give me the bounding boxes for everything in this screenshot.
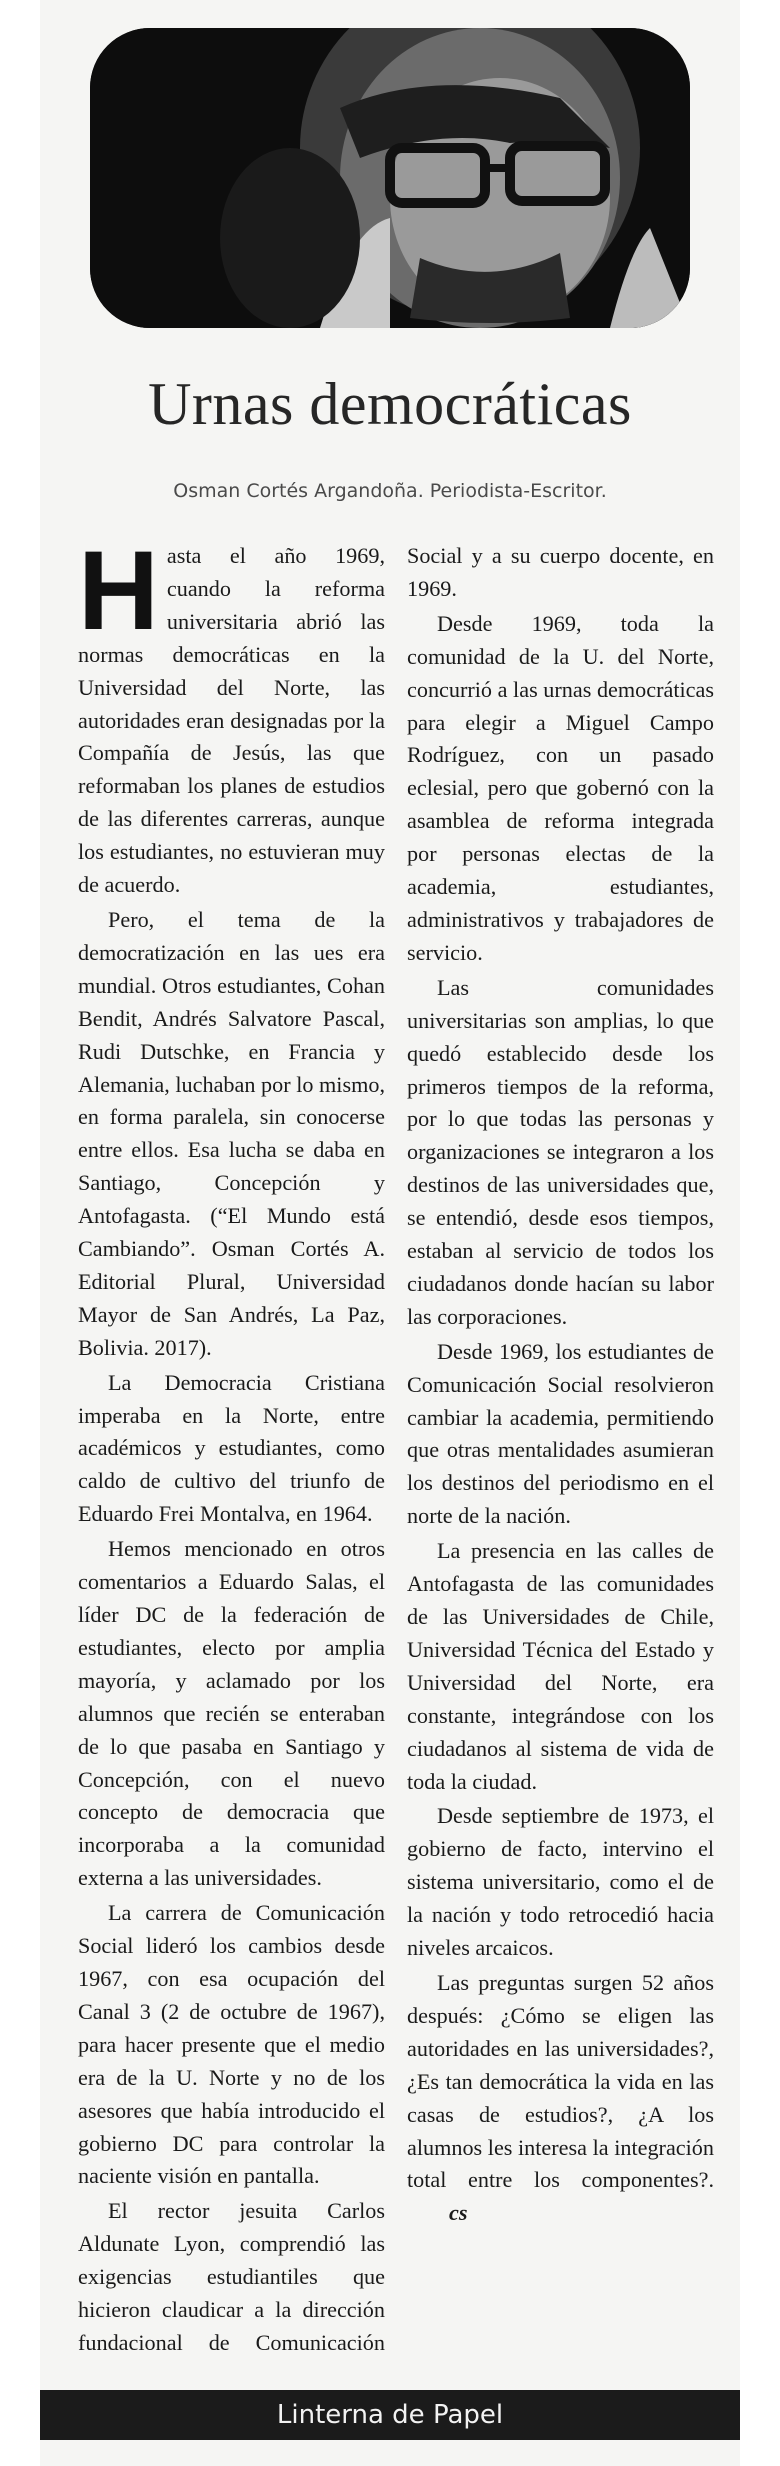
author-photo [90, 28, 690, 328]
article-body [78, 528, 714, 2360]
article-paragraph: Desde 1969, los estudiantes de Comunicación Social resolvieron cambiar la academia, permitiendo que otras mentalidades asumieran los destinos del periodismo en el norte de la nación. [407, 1338, 714, 1529]
portrait-illustration [90, 28, 690, 328]
first-paragraph-text: asta el año 1969, cuando la reforma universitaria abrió las normas democráticas en la Universidad del Norte, las autoridades eran designadas por la Compañía de Jesús, las que reformaban los planes de estudios de las diferentes carreras, aunque los estudiantes, no estuvieran muy de acuerdo. [78, 543, 385, 898]
article-paragraph [78, 528, 385, 902]
article-title: Urnas democráticas [148, 371, 632, 437]
article-paragraph: Desde septiembre de 1973, el gobierno de facto, intervino el sistema universitario, como el de la nación y todo retrocedió hacia niveles arcaicos. [407, 1803, 714, 1961]
newspaper-page [40, 0, 740, 2466]
article-paragraph: Hemos mencionado en otros comentarios a Eduardo Salas, el líder DC de la federación de estudiantes, electo por amplia mayoría, y aclamado por los alumnos que recién se enteraban de lo que pasaba en Santiago y Concepción, con el nuevo concepto de democracia que incorporaba a la comunidad externa a las universidades. [78, 1536, 385, 1891]
article-paragraph [407, 1967, 714, 2230]
article-byline: Osman Cortés Argandoña. Periodista-Escritor. [173, 480, 607, 502]
drop-cap: H [78, 528, 159, 653]
article-paragraph: Las comunidades universitarias son amplias, lo que quedó establecido desde los primeros tiempos de la reforma, por lo que todas las personas y organizaciones se integraron a los destinos de las universidades que, se entendió, desde esos tiempos, estaban al servicio de todos los ciudadanos donde hacían su labor las corporaciones. [407, 974, 714, 1329]
article-paragraph: La presencia en las calles de Antofagasta de las comunidades de las Universidades de Chile, Universidad Técnica del Estado y Universidad del Norte, era constante, integrándose con los ciudadanos al sistema de vida de toda la ciudad. [407, 1538, 714, 1794]
article-paragraph: El rector jesuita Carlos Aldunate Lyon, comprendió las exigencias estudiantiles que hicieron claudicar a la dirección fundacional de Comunicación Social y a su cuerpo docente, en 1969. [78, 543, 714, 2355]
article-paragraph: La carrera de Comunicación Social lideró los cambios desde 1967, con esa ocupación del Canal 3 (2 de octubre de 1967), para hacer presente que el medio era de la U. Norte y no de los asesores que había introducido el gobierno DC para controlar la naciente visión en pantalla. [78, 1900, 385, 2189]
last-paragraph-text: Las preguntas surgen 52 años después: ¿Cómo se eligen las autoridades en las universidades?, ¿Es tan democrática la vida en las casas de estudios?, ¿A los alumnos les interesa la integración total entre los componentes?. [407, 1969, 714, 2193]
article-paragraph: La Democracia Cristiana imperaba en la Norte, entre académicos y estudiantes, como caldo de cultivo del triunfo de Eduardo Frei Montalva, en 1964. [78, 1369, 385, 1527]
article-paragraph: Desde 1969, toda la comunidad de la U. del Norte, concurrió a las urnas democráticas para elegir a Miguel Campo Rodríguez, con un pasado eclesial, pero que gobernó con la asamblea de reforma integrada por personas electas de la academia, estudiantes, administrativos y trabajadores de servicio. [407, 610, 714, 965]
article-paragraph: Pero, el tema de la democratización en las ues era mundial. Otros estudiantes, Cohan Bendit, Andrés Salvatore Pascal, Rudi Dutschke, en Francia y Alemania, luchaban por lo mismo, en forma paralela, sin conocerse entre ellos. Esa lucha se daba en Santiago, Concepción y Antofagasta. (“El Mundo está Cambiando”. Osman Cortés A. Editorial Plural, Universidad Mayor de San Andrés, La Paz, Bolivia. 2017). [78, 906, 385, 1360]
section-footer: Linterna de Papel [40, 2390, 740, 2440]
end-mark-icon: cs [449, 2200, 468, 2226]
